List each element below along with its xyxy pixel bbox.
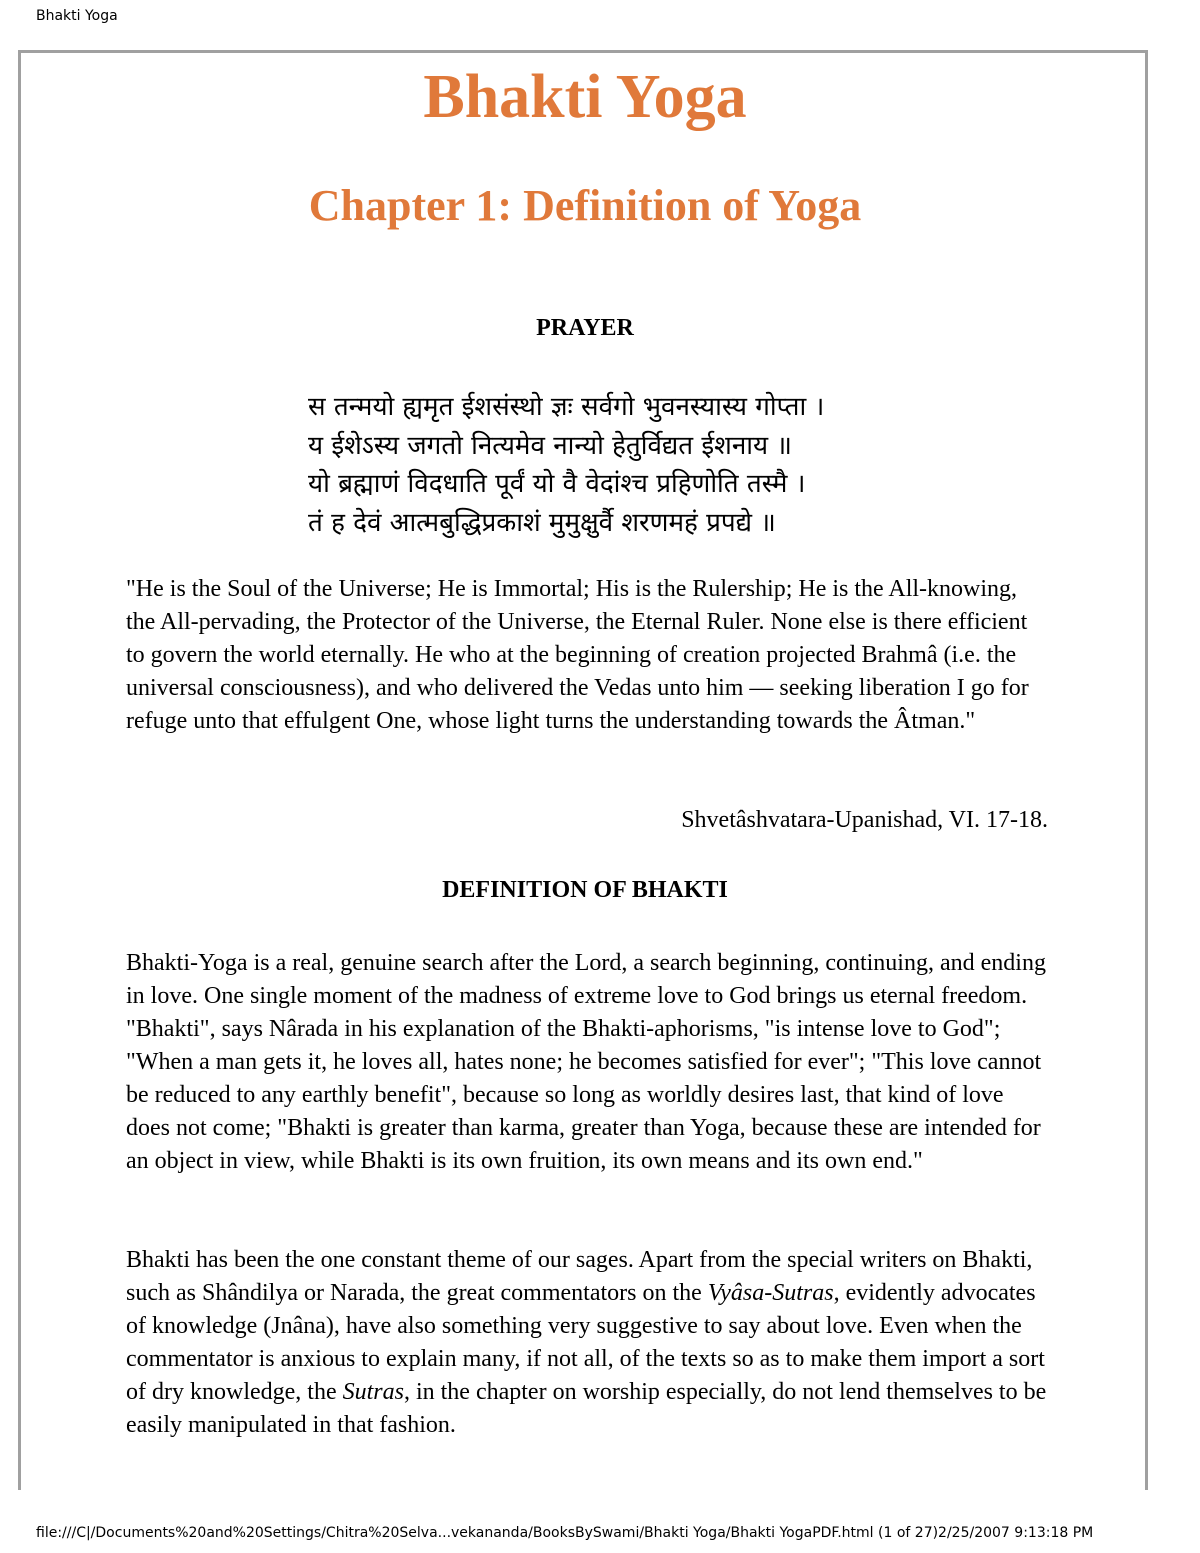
paragraph-text: , in the chapter on worship especially, do not lend themselves to be easily manipulated in that fashion. <box>126 1379 1047 1438</box>
sanskrit-line: यो ब्रह्माणं विदधाति पूर्वं यो वै वेदांश्च प्रहिणोति तस्मै । <box>308 469 806 499</box>
chapter-title: Chapter 1: Definition of Yoga <box>308 181 862 230</box>
print-footer-path: file:///C|/Documents%20and%20Settings/Chitra%20Selva...vekananda/BooksBySwami/Bhakti Yoga/Bhakti YogaPDF.html (1 of 27)2/25/2007 9:13:18 PM <box>36 1525 1094 1541</box>
prayer-translation: "He is the Soul of the Universe; He is Immortal; His is the Rulership; He is the All-knowing, the All-pervading, the Protector of the Universe, the Eternal Ruler. None else is there efficient to govern the world eternally. He who at the beginning of creation projected Brahmâ (i.e. the universal consciousness), and who delivered the Vedas unto him — seeking liberation I go for refuge unto that effulgent One, whose light turns the understanding towards the Âtman." <box>126 576 1029 734</box>
paragraph-text: , evidently advocates of knowledge (Jnâna), have also something very suggestive to say about love. Even when the commentator is anxious to explain many, if not all, of the texts so as to make them import a sort of dry knowledge, the <box>126 1280 1045 1405</box>
definition-paragraph-1: Bhakti-Yoga is a real, genuine search after the Lord, a search beginning, continuing, and ending in love. One single moment of the madness of extreme love to God brings us eternal freedom. "Bhakti", says Nârada in his explanation of the Bhakti-aphorisms, "is intense love to God"; "When a man gets it, he loves all, hates none; he becomes satisfied for ever"; "This love cannot be reduced to any earthly benefit", because so long as worldly desires last, that kind of love does not come; "Bhakti is greater than karma, greater than Yoga, because these are intended for an object in view, while Bhakti is its own fruition, its own means and its own end." <box>126 950 1046 1174</box>
sanskrit-line: य ईशेऽस्य जगतो नित्यमेव नान्यो हेतुर्विद्यत ईशनाय ॥ <box>308 430 792 461</box>
definition-heading: DEFINITION OF BHAKTI <box>442 877 728 903</box>
sanskrit-verse <box>308 388 908 542</box>
prayer-heading: PRAYER <box>536 315 634 341</box>
sanskrit-line: स तन्मयो ह्यमृत ईशसंस्थो ज्ञः सर्वगो भुवनस्यास्य गोप्ता । <box>308 392 825 422</box>
page-title: Bhakti Yoga <box>423 63 747 131</box>
book-title-italic: Vyâsa-Sutras <box>707 1280 834 1306</box>
book-title-italic: Sutras <box>342 1379 404 1405</box>
definition-paragraph-2 <box>126 1244 1051 1442</box>
paragraph-text: Bhakti has been the one constant theme of our sages. Apart from the special writers on Bhakti, such as Shândilya or Narada, the great commentators on the <box>126 1247 1033 1306</box>
prayer-citation: Shvetâshvatara-Upanishad, VI. 17-18. <box>681 807 1048 833</box>
print-header-title: Bhakti Yoga <box>36 8 118 24</box>
sanskrit-line: तं ह देवं आत्मबुद्धिप्रकाशं मुमुक्षुर्वै शरणमहं प्रपद्ये ॥ <box>308 507 776 538</box>
